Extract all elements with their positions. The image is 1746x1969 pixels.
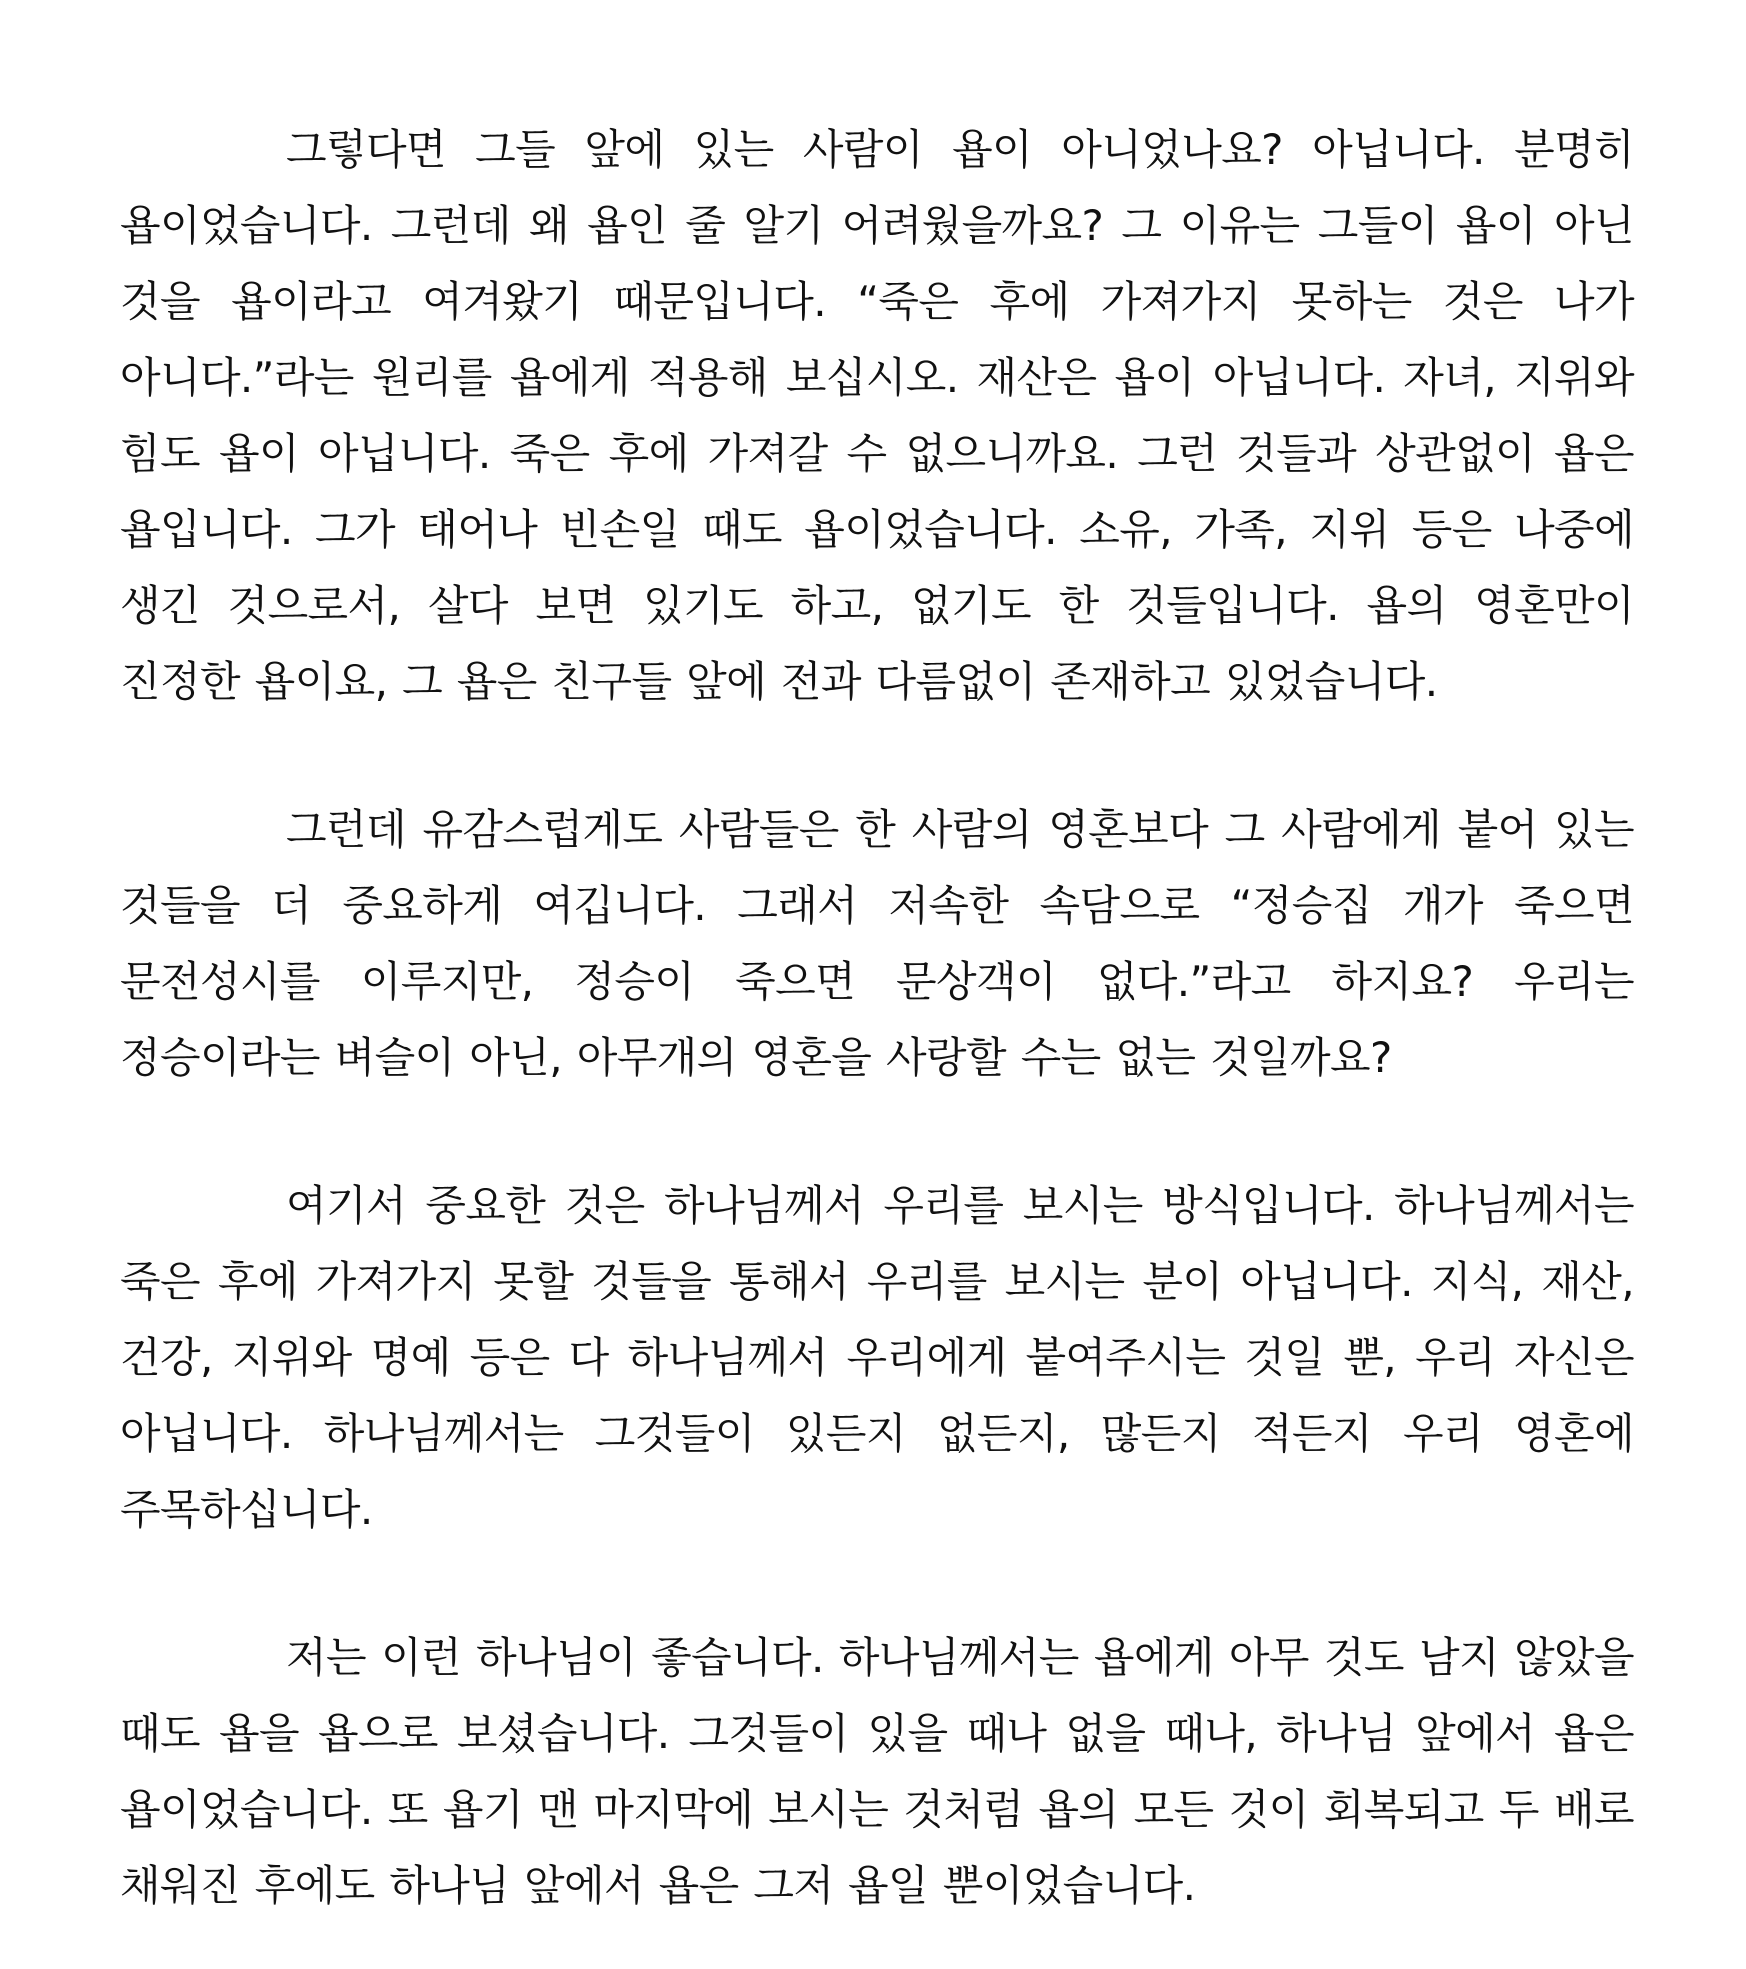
paragraph-4: 저는 이런 하나님이 좋습니다. 하나님께서는 욥에게 아무 것도 남지 않았을 때도 욥을 욥으로 보셨습니다. 그것들이 있을 때나 없을 때나, 하나님 앞에서 욥은 욥이었습니다. 또 욥기 맨 마지막에 보시는 것처럼 욥의 모든 것이 회복되고 두 배로 채워진 후에도 하나님 앞에서 욥은 그저 욥일 뿐이었습니다. <box>120 1633 1634 1910</box>
paragraph-2: 그런데 유감스럽게도 사람들은 한 사람의 영혼보다 그 사람에게 붙어 있는 것들을 더 중요하게 여깁니다. 그래서 저속한 속담으로 “정승집 개가 죽으면 문전성시를 이루지만, 정승이 죽으면 문상객이 없다.”라고 하지요? 우리는 정승이라는 벼슬이 아닌, 아무개의 영혼을 사랑할 수는 없는 것일까요? <box>120 805 1634 1082</box>
paragraph-3: 여기서 중요한 것은 하나님께서 우리를 보시는 방식입니다. 하나님께서는 죽은 후에 가져가지 못할 것들을 통해서 우리를 보시는 분이 아닙니다. 지식, 재산, 건강, 지위와 명예 등은 다 하나님께서 우리에게 붙여주시는 것일 뿐, 우리 자신은 아닙니다. 하나님께서는 그것들이 있든지 없든지, 많든지 적든지 우리 영혼에 주목하십니다. <box>120 1181 1634 1534</box>
paragraph-1: 그렇다면 그들 앞에 있는 사람이 욥이 아니었나요? 아닙니다. 분명히 욥이었습니다. 그런데 왜 욥인 줄 알기 어려웠을까요? 그 이유는 그들이 욥이 아닌 것을 욥이라고 여겨왔기 때문입니다. “죽은 후에 가져가지 못하는 것은 나가 아니다.”라는 원리를 욥에게 적용해 보십시오. 재산은 욥이 아닙니다. 자녀, 지위와 힘도 욥이 아닙니다. 죽은 후에 가져갈 수 없으니까요. 그런 것들과 상관없이 욥은 욥입니다. 그가 태어나 빈손일 때도 욥이었습니다. 소유, 가족, 지위 등은 나중에 생긴 것으로서, 살다 보면 있기도 하고, 없기도 한 것들입니다. 욥의 영혼만이 진정한 욥이요, 그 욥은 친구들 앞에 전과 다름없이 존재하고 있었습니다. <box>120 125 1634 706</box>
